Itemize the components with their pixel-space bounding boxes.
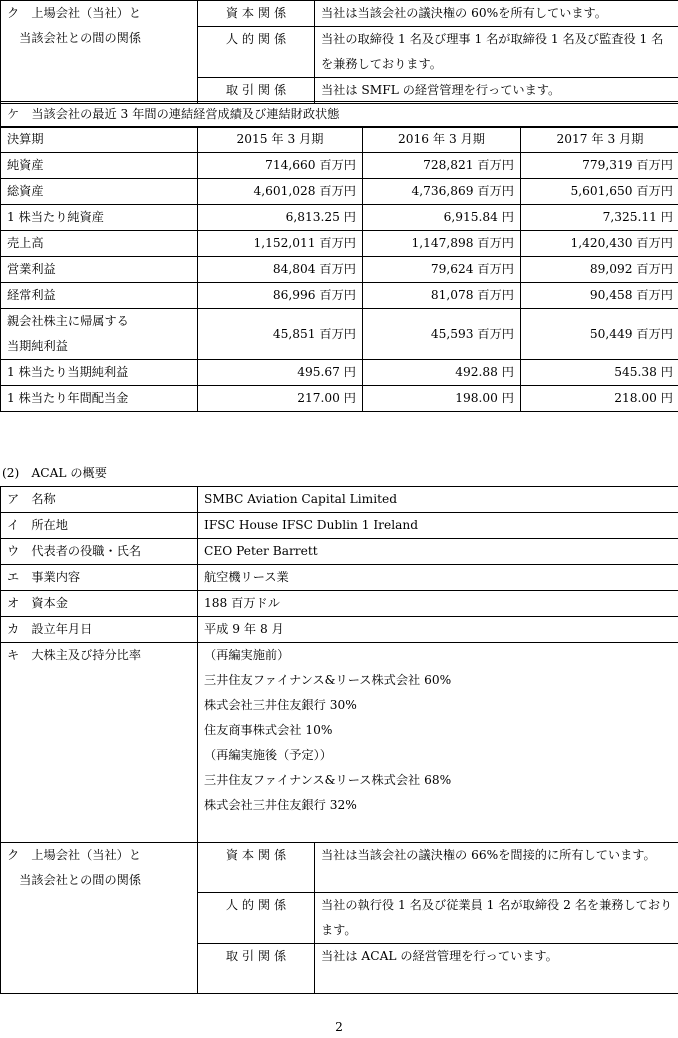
relation-value: 当社の執行役 1 名及び従業員 1 名が取締役 2 名を兼務しております。 [315, 893, 678, 944]
relation-value: 当社は ACAL の経営管理を行っています。 [315, 944, 678, 994]
relation-value: 当社の取締役 1 名及び理事 1 名が取締役 1 名及び監査役 1 名を兼務しております。 [315, 27, 678, 78]
table-row [1, 539, 678, 565]
cell-value: 495.67 円 [198, 360, 363, 386]
table-row [1, 617, 678, 643]
row-label-line1: 親会社株主に帰属する [7, 314, 129, 328]
cell-value: 1,147,898 百万円 [363, 231, 521, 257]
row-label-line2: 当期純利益 [7, 339, 68, 353]
relation-label-line1: ク 上場会社（当社）と [7, 6, 142, 20]
table-row [1, 205, 678, 231]
cell-value: 198.00 円 [363, 386, 521, 412]
cell-value: 728,821 百万円 [363, 153, 521, 179]
row-label: 純資産 [1, 153, 198, 179]
relation-key: 人 的 関 係 [198, 27, 315, 78]
acal-overview-table [0, 486, 678, 994]
cell-value: 217.00 円 [198, 386, 363, 412]
relation-label-cell [1, 1, 198, 104]
row-label: キ 大株主及び持分比率 [1, 643, 198, 843]
cell-value: 714,660 百万円 [198, 153, 363, 179]
row-label: カ 設立年月日 [1, 617, 198, 643]
cell-value: 6,915.84 円 [363, 205, 521, 231]
table-row [1, 309, 678, 360]
relation-key: 資 本 関 係 [198, 843, 315, 893]
relation-value: 当社は当該会社の議決権の 60%を所有しています。 [315, 1, 678, 27]
relation-label-cell [1, 843, 198, 994]
header-cell: 2015 年 3 月期 [198, 127, 363, 153]
row-label: 経常利益 [1, 283, 198, 309]
row-value: 188 百万ドル [198, 591, 678, 617]
cell-value: 50,449 百万円 [521, 309, 678, 360]
table-row [1, 487, 678, 513]
row-label: エ 事業内容 [1, 565, 198, 591]
shareholder-line: 株式会社三井住友銀行 32% [204, 798, 357, 812]
row-label: オ 資本金 [1, 591, 198, 617]
table-row [1, 257, 678, 283]
row-label: 売上高 [1, 231, 198, 257]
table-row [1, 513, 678, 539]
shareholder-line: 株式会社三井住友銀行 30% [204, 698, 357, 712]
row-label [1, 309, 198, 360]
top-relation-table [0, 0, 678, 104]
shareholders-row [1, 643, 678, 843]
cell-value: 81,078 百万円 [363, 283, 521, 309]
shareholder-line: 三井住友ファイナンス&リース株式会社 60% [204, 673, 452, 687]
cell-value: 86,996 百万円 [198, 283, 363, 309]
cell-value: 79,624 百万円 [363, 257, 521, 283]
table-row [1, 179, 678, 205]
shareholder-line: （再編実施前） [204, 648, 290, 662]
cell-value: 6,813.25 円 [198, 205, 363, 231]
shareholders-cell [198, 643, 678, 843]
relation-key: 取 引 関 係 [198, 944, 315, 994]
table-row [1, 283, 678, 309]
relation-key: 取 引 関 係 [198, 78, 315, 104]
table-row [1, 386, 678, 412]
financials-title-table [0, 101, 678, 128]
relation-row [1, 843, 678, 893]
row-value: 平成 9 年 8 月 [198, 617, 678, 643]
table-row [1, 565, 678, 591]
row-label: 1 株当たり年間配当金 [1, 386, 198, 412]
cell-value: 45,593 百万円 [363, 309, 521, 360]
row-value: 航空機リース業 [198, 565, 678, 591]
header-cell: 決算期 [1, 127, 198, 153]
row-value: IFSC House IFSC Dublin 1 Ireland [198, 513, 678, 539]
relation-value: 当社は当該会社の議決権の 66%を間接的に所有しています。 [315, 843, 678, 893]
cell-value: 1,152,011 百万円 [198, 231, 363, 257]
cell-value: 45,851 百万円 [198, 309, 363, 360]
row-label: 1 株当たり当期純利益 [1, 360, 198, 386]
relation-label-line1: ク 上場会社（当社）と [7, 848, 142, 862]
row-label: 1 株当たり純資産 [1, 205, 198, 231]
cell-value: 4,601,028 百万円 [198, 179, 363, 205]
cell-value: 84,804 百万円 [198, 257, 363, 283]
cell-value: 4,736,869 百万円 [363, 179, 521, 205]
financials-header-row [1, 127, 678, 153]
financials-title: ケ 当該会社の最近 3 年間の連結経営成績及び連結財政状態 [1, 102, 678, 128]
table-row [1, 153, 678, 179]
row-value: CEO Peter Barrett [198, 539, 678, 565]
relation-key: 人 的 関 係 [198, 893, 315, 944]
header-cell: 2016 年 3 月期 [363, 127, 521, 153]
table-row [1, 591, 678, 617]
relation-label-line2: 当該会社との間の関係 [7, 31, 142, 45]
cell-value: 779,319 百万円 [521, 153, 678, 179]
relation-label-line2: 当該会社との間の関係 [7, 873, 142, 887]
cell-value: 89,092 百万円 [521, 257, 678, 283]
header-cell: 2017 年 3 月期 [521, 127, 678, 153]
row-label: 総資産 [1, 179, 198, 205]
row-label: ア 名称 [1, 487, 198, 513]
page-number: 2 [335, 1020, 343, 1034]
row-label: 営業利益 [1, 257, 198, 283]
table-row [1, 231, 678, 257]
relation-value: 当社は SMFL の経営管理を行っています。 [315, 78, 678, 104]
shareholder-line: 住友商事株式会社 10% [204, 723, 333, 737]
shareholder-line: 三井住友ファイナンス&リース株式会社 68% [204, 773, 452, 787]
shareholder-line: （再編実施後（予定）） [204, 748, 332, 762]
cell-value: 218.00 円 [521, 386, 678, 412]
table-row [1, 360, 678, 386]
cell-value: 7,325.11 円 [521, 205, 678, 231]
row-label: ウ 代表者の役職・氏名 [1, 539, 198, 565]
row-value: SMBC Aviation Capital Limited [198, 487, 678, 513]
row-label: イ 所在地 [1, 513, 198, 539]
relation-key: 資 本 関 係 [198, 1, 315, 27]
cell-value: 1,420,430 百万円 [521, 231, 678, 257]
cell-value: 5,601,650 百万円 [521, 179, 678, 205]
cell-value: 90,458 百万円 [521, 283, 678, 309]
cell-value: 492.88 円 [363, 360, 521, 386]
financials-table [0, 126, 678, 412]
cell-value: 545.38 円 [521, 360, 678, 386]
section-heading: (2) ACAL の概要 [2, 466, 107, 480]
